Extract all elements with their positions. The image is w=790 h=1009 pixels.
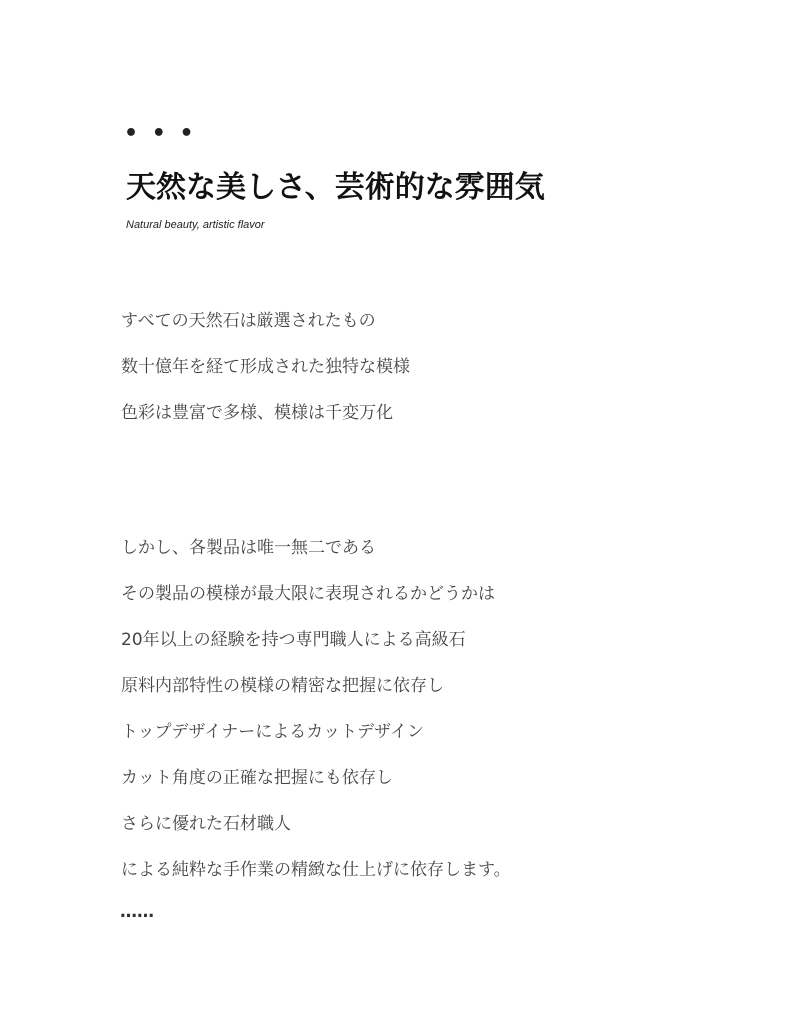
- text-line: トップデザイナーによるカットデザイン: [121, 722, 424, 742]
- text-line: しかし、各製品は唯一無二である: [121, 538, 376, 558]
- text-line: その製品の模様が最大限に表現されるかどうかは: [121, 584, 495, 604]
- page-title: 天然な美しさ、芸術的な雰囲気: [126, 170, 545, 205]
- text-line: 数十億年を経て形成された独特な模様: [121, 357, 410, 377]
- paragraph-intro: [121, 309, 410, 447]
- text-line: 20年以上の経験を持つ専門職人による高級石: [121, 630, 466, 650]
- text-line: カット角度の正確な把握にも依存し: [121, 768, 393, 788]
- text-line: すべての天然石は厳選されたもの: [121, 311, 376, 331]
- page-subtitle: Natural beauty, artistic flavor: [126, 219, 265, 231]
- ellipsis-dots-bottom: ……: [120, 902, 154, 922]
- text-line: による純粋な手作業の精緻な仕上げに依存します。: [121, 860, 511, 880]
- text-line: 原料内部特性の模様の精密な把握に依存し: [121, 676, 444, 696]
- text-line: 色彩は豊富で多様、模様は千変万化: [121, 403, 393, 423]
- paragraph-details: [121, 536, 511, 904]
- ellipsis-dots-top: • • •: [124, 121, 197, 146]
- text-line: さらに優れた石材職人: [121, 814, 291, 834]
